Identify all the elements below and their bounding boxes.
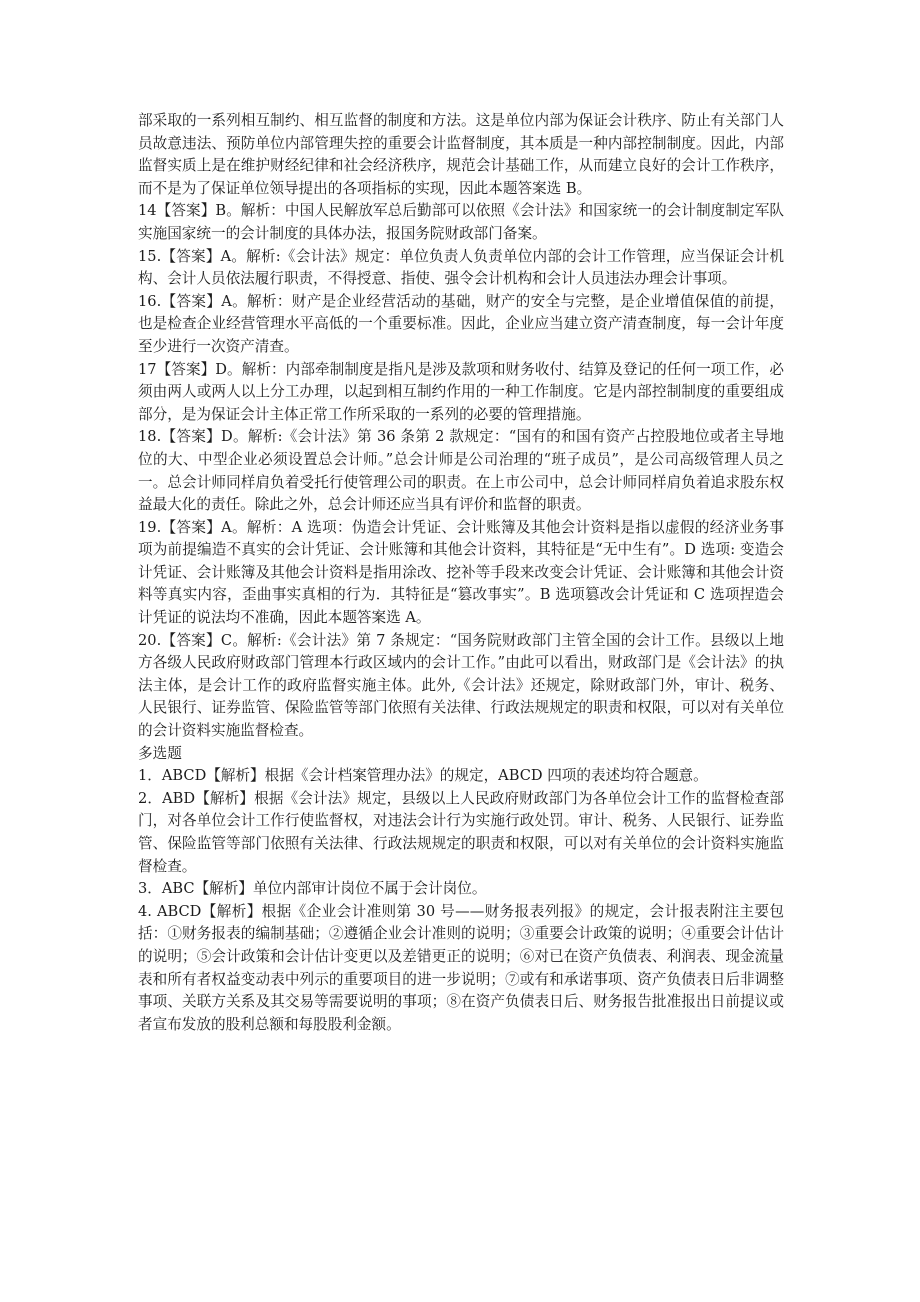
section-heading-multiple-choice: 多选题	[138, 744, 182, 762]
multi-answer-2: 2．ABD【解析】根据《会计法》规定，县级以上人民政府财政部门为各单位会计工作的监督检查部门，对各单位会计工作行使监督权，对违法会计行为实施行政处罚。审计、税务、人民银行、证券监管、保险监管等部门依照有关法律、行政法规规定的职责和权限，可以对有关单位的会计资料实施监督检查。	[138, 789, 784, 875]
answer-15: 15.【答案】A。解析:《会计法》规定：单位负责人负责单位内部的会计工作管理，应当保证会计机构、会计人员依法履行职责，不得授意、指使、强令会计机构和会计人员违法办理会计事项。	[138, 247, 784, 288]
multi-answer-1: 1．ABCD【解析】根据《会计档案管理办法》的规定，ABCD 四项的表述均符合题意。	[138, 767, 708, 785]
paragraph-13-continuation: 部采取的一系列相互制约、相互监督的制度和方法。这是单位内部为保证会计秩序、防止有关部门人员故意违法、预防单位内部管理失控的重要会计监督制度，其本质是一种内部控制制度。因此，内部监督实质上是在维护财经纪律和社会经济秩序，规范会计基础工作，从而建立良好的会计工作秩序，而不是为了保证单位领导提出的各项指标的实现，因此本题答案选 B。	[138, 112, 784, 197]
answer-14: 14【答案】B。解析：中国人民解放军总后勤部可以依照《会计法》和国家统一的会计制度制定军队实施国家统一的会计制度的具体办法，报国务院财政部门备案。	[138, 202, 784, 242]
answer-19: 19.【答案】A。解析：A 选项：伪造会计凭证、会计账簿及其他会计资料是指以虚假的经济业务事项为前提编造不真实的会计凭证、会计账簿和其他会计资料，其特征是“无中生有”。D 选项: 变造会计凭证、会计账簿及其他会计资料是指用涂改、挖补等手段来改变会计凭证、会计账簿和其他会计资料等真实内容，歪曲事实真相的行为．其特征是“篡改事实”。B 选项篡改会计凭证和 C 选项捏造会计凭证的说法均不准确，因此本题答案选 A。	[138, 518, 784, 627]
answer-16: 16.【答案】A。解析：财产是企业经营活动的基础，财产的安全与完整，是企业增值保值的前提，也是检查企业经营管理水平高低的一个重要标准。因此，企业应当建立资产清查制度，每一会计年度至少进行一次资产清查。	[138, 292, 784, 355]
answer-18: 18.【答案】D。解析:《会计法》第 36 条第 2 款规定：“国有的和国有资产占控股地位或者主导地位的大、中型企业必须设置总会计师。”总会计师是公司治理的“班子成员”，是公司高级管理人员之一。总会计师同样肩负着受托行使管理公司的职责。在上市公司中，总会计师同样肩负着追求股东权益最大化的责任。除此之外，总会计师还应当具有评价和监督的职责。	[138, 428, 784, 514]
multi-answer-4: 4. ABCD【解析】根据《企业会计准则第 30 号——财务报表列报》的规定，会计报表附注主要包括：①财务报表的编制基础；②遵循企业会计准则的说明；③重要会计政策的说明；④重要会计估计的说明；⑤会计政策和会计估计变更以及差错更正的说明；⑥对已在资产负债表、利润表、现金流量表和所有者权益变动表中列示的重要项目的进一步说明；⑦或有和承诺事项、资产负债表日后非调整事项、关联方关系及其交易等需要说明的事项；⑧在资产负债表日后、财务报告批准报出日前提议或者宣布发放的股利总额和每股股利金额。	[138, 902, 784, 1033]
document-page	[138, 110, 784, 1036]
answer-20: 20.【答案】C。解析:《会计法》第 7 条规定：“国务院财政部门主管全国的会计工作。县级以上地方各级人民政府财政部门管理本行政区域内的会计工作。”由此可以看出，财政部门是《会计法》的执法主体，是会计工作的政府监督实施主体。此外,《会计法》还规定，除财政部门外，审计、税务、人民银行、证券监管、保险监管等部门依照有关法律、行政法规规定的职责和权限，可以对有关单位的会计资料实施监督检查。	[138, 631, 784, 740]
multi-answer-3: 3．ABC【解析】单位内部审计岗位不属于会计岗位。	[138, 880, 487, 898]
answer-17: 17【答案】D。解析：内部牵制制度是指凡是涉及款项和财务收付、结算及登记的任何一项工作，必须由两人或两人以上分工办理，以起到相互制约作用的一种工作制度。它是内部控制制度的重要组成部分，是为保证会计主体正常工作所采取的一系列的必要的管理措施。	[138, 360, 784, 423]
